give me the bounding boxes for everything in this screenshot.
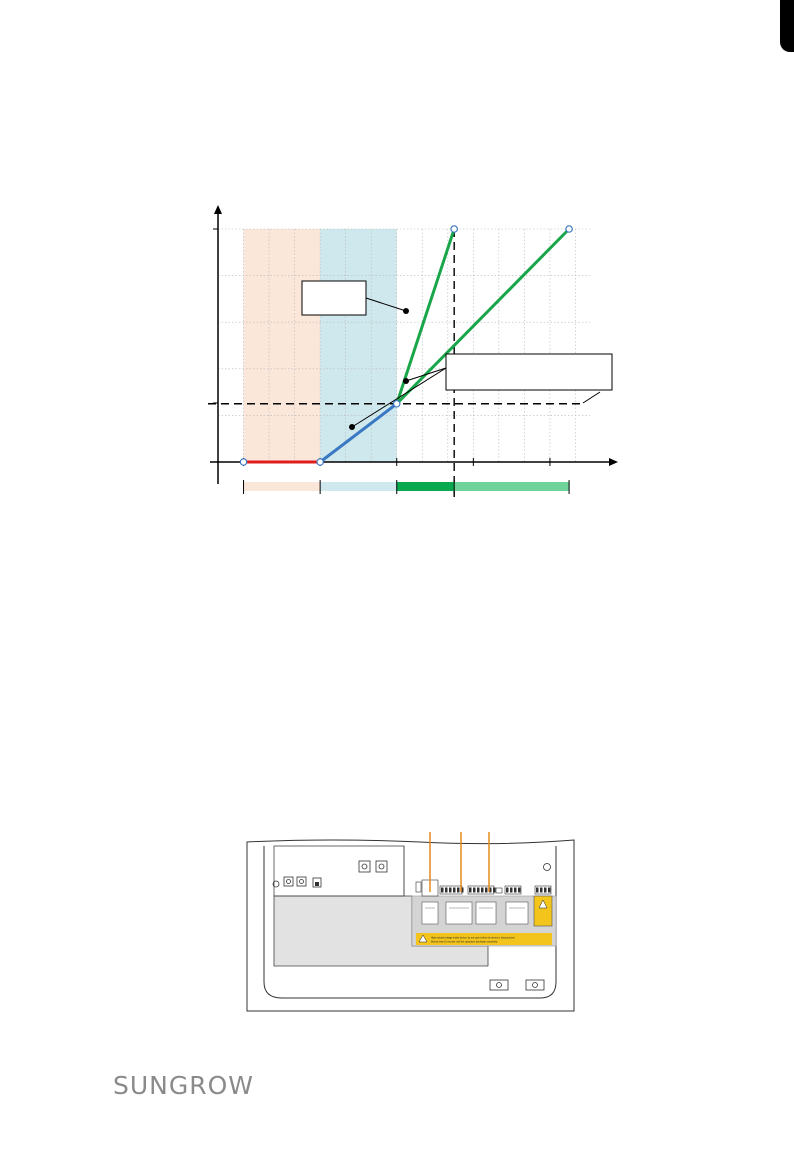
connector-pin-0-1 — [445, 888, 448, 893]
left-switch-knob — [315, 882, 319, 886]
connector-pin-1-3 — [481, 888, 484, 893]
connector-pin-3-1 — [540, 888, 543, 893]
terminal-module-0 — [422, 902, 438, 924]
connector-pin-0-2 — [449, 888, 452, 893]
left-terminal-b — [376, 861, 387, 872]
terminal-module-2 — [476, 902, 496, 924]
terminal-module-1 — [446, 902, 472, 924]
left-terminal-c — [284, 877, 293, 886]
connector-pin-1-1 — [473, 888, 476, 893]
connector-pin-2-2 — [514, 888, 517, 893]
connector-pin-1-0 — [469, 888, 472, 893]
left-terminal-a — [359, 861, 370, 872]
warning-text-line1: High residual voltage inside device, do not open before the device is disconnected — [431, 937, 515, 940]
small-jumper — [496, 888, 502, 893]
bottom-screw-right — [526, 980, 544, 990]
connector-pin-2-0 — [506, 888, 509, 893]
connector-pin-1-4 — [485, 888, 488, 893]
connector-pin-2-1 — [510, 888, 513, 893]
left-terminal-d — [297, 877, 306, 886]
connector-pin-0-0 — [441, 888, 444, 893]
connector-pin-1-2 — [477, 888, 480, 893]
connector-pin-3-3 — [548, 888, 551, 893]
bottom-screw-left — [490, 980, 508, 990]
connector-pin-2-3 — [518, 888, 521, 893]
connector-pin-3-2 — [544, 888, 547, 893]
sungrow-logo: SUNGROW — [113, 1071, 255, 1100]
rj-port-tab — [416, 882, 421, 892]
connector-pin-0-4 — [457, 888, 460, 893]
connector-pin-1-6 — [493, 888, 496, 893]
warning-text-line2: Wait at least 10 minutes until the capacitors discharge completely. — [431, 941, 498, 944]
connector-pin-0-3 — [453, 888, 456, 893]
connector-pin-3-0 — [536, 888, 539, 893]
terminal-module-3 — [506, 902, 528, 924]
